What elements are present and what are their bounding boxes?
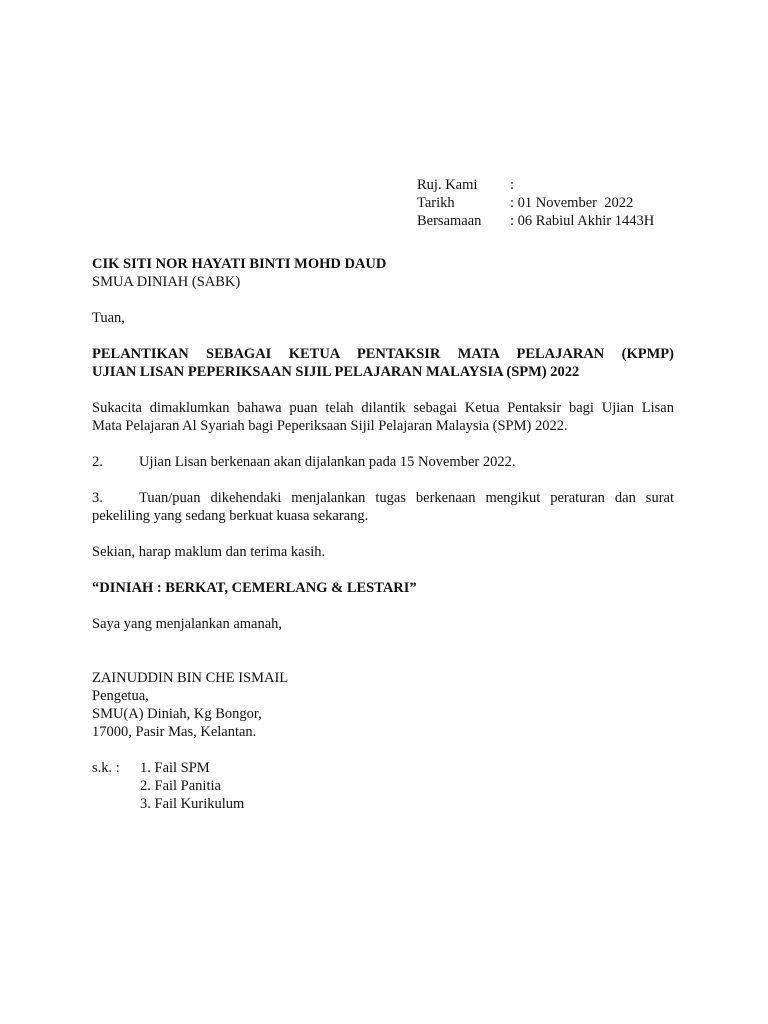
reference-row-ruj [417,176,654,194]
subject-line-2: UJIAN LISAN PEPERIKSAAN SIJIL PELAJARAN MALAYSIA (SPM) 2022 [92,364,580,380]
reference-label: Bersamaan [417,213,482,229]
intro-line-2: Mata Pelajaran Al Syariah bagi Peperiksaan Sijil Pelajaran Malaysia (SPM) 2022. [92,418,568,434]
copies-row [92,759,674,777]
sign-off: Saya yang menjalankan amanah, [92,616,283,632]
paragraph-2 [92,453,674,471]
paragraph-text: Ujian Lisan berkenaan akan dijalankan pada 15 November 2022. [139,454,516,470]
letter-content [92,255,674,813]
paragraph-number: 2. [92,454,103,470]
reference-row-bersamaan [417,212,654,230]
paragraph-3-line-1 [92,489,674,507]
copies-item: 1. Fail SPM [140,760,210,776]
copies-block [92,759,674,813]
recipient-name: CIK SITI NOR HAYATI BINTI MOHD DAUD [92,256,387,272]
copies-item: 2. Fail Panitia [140,778,221,794]
copies-row [92,795,674,813]
signatory-title: Pengetua, [92,688,149,704]
copies-row [92,777,674,795]
paragraph-text: Tuan/puan dikehendaki menjalankan tugas berkenaan mengikut peraturan dan surat [139,490,674,506]
reference-block [417,176,654,230]
paragraph-number: 3. [92,490,103,506]
salutation: Tuan, [92,310,125,326]
reference-label: Ruj. Kami [417,177,478,193]
motto: “DINIAH : BERKAT, CEMERLANG & LESTARI” [92,580,417,596]
recipient-school: SMUA DINIAH (SABK) [92,274,241,290]
signatory-address-2: 17000, Pasir Mas, Kelantan. [92,724,257,740]
reference-row-tarikh [417,194,654,212]
reference-label: Tarikh [417,195,455,211]
copies-item: 3. Fail Kurikulum [140,796,245,812]
intro-line-1: Sukacita dimaklumkan bahawa puan telah dilantik sebagai Ketua Pentaksir bagi Ujian Lisan [92,400,674,416]
subject-line-1: PELANTIKAN SEBAGAI KETUA PENTAKSIR MATA PELAJARAN (KPMP) [92,346,674,362]
paragraph-3-line-2: pekeliling yang sedang berkuat kuasa sekarang. [92,508,369,524]
closing-text: Sekian, harap maklum dan terima kasih. [92,544,326,560]
signatory-address-1: SMU(A) Diniah, Kg Bongor, [92,706,262,722]
reference-value: : [510,177,515,193]
reference-value: : 01 November 2022 [510,195,634,211]
copies-label: s.k. : [92,760,120,776]
signatory-name: ZAINUDDIN BIN CHE ISMAIL [92,670,289,686]
reference-value: : 06 Rabiul Akhir 1443H [510,213,655,229]
